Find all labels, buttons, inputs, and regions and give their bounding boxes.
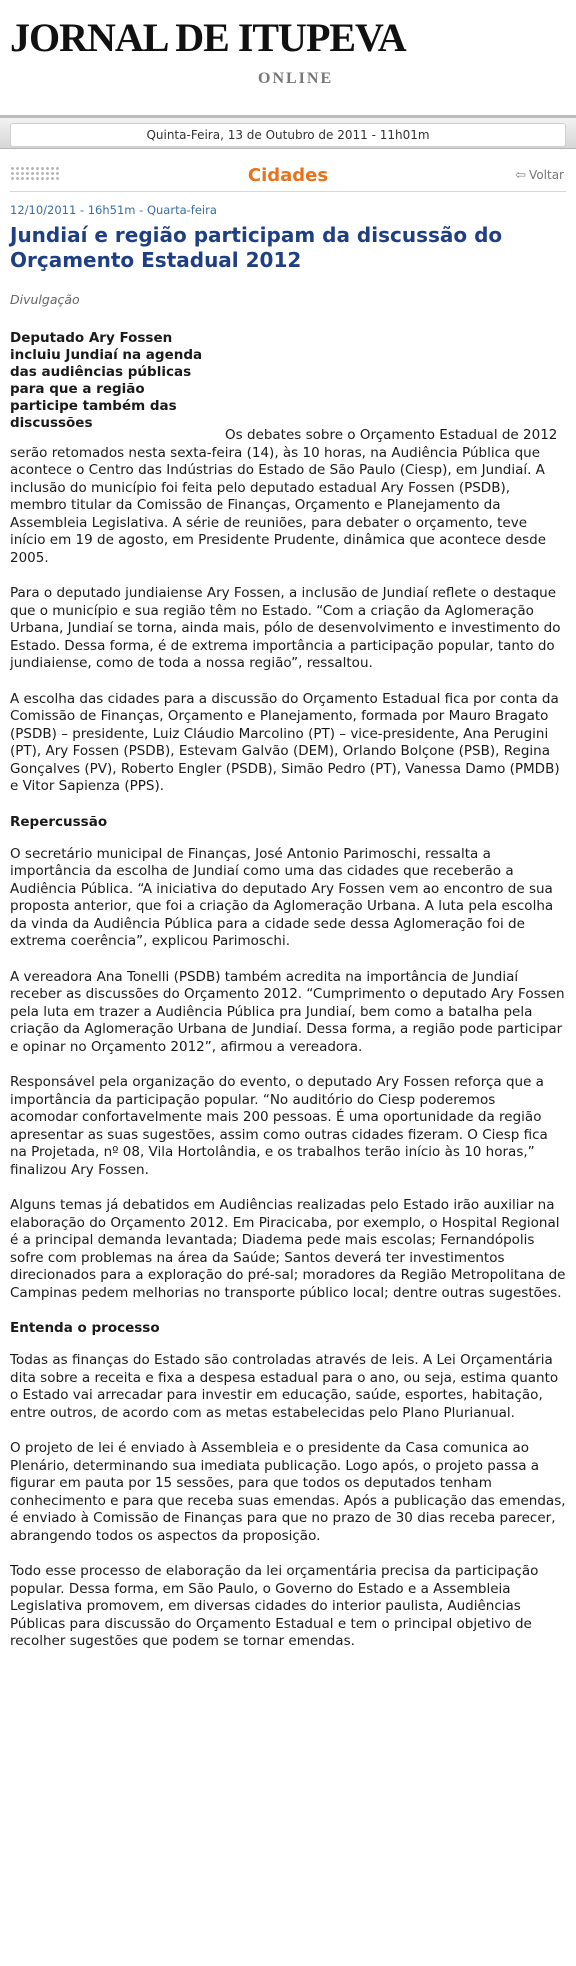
article-paragraph: O secretário municipal de Finanças, José Antonio Parimoschi, ressalta a importância da escolha de Jundiaí como uma das cidades que receberão a Audiência Pública. “A iniciativa do deputado Ary Fossen vem ao encontro de sua proposta anterior, que foi a criação da Aglomeração Urbana. A luta pela escolha da vinda da Audiência Pública para a cidade sede dessa Aglomeração foi de extrema coerência”, explicou Parimoschi. [10, 845, 554, 949]
back-link[interactable] [515, 168, 564, 183]
article-paragraph: A vereadora Ana Tonelli (PSDB) também acredita na importância de Jundiaí receber as discussões do Orçamento 2012. “Cumprimento o deputado Ary Fossen pela luta em trazer a Audiência Pública pra Jundiaí, bem como a batalha pela criação da Aglomeração Urbana de Jundiaí. Dessa forma, a região pode participar e opinar no Orçamento 2012”, afirmou a vereadora. [10, 968, 565, 1055]
article-lead-text: Deputado Ary Fossen incluiu Jundiaí na agenda das audiências públicas para que a região participe também das discussões [10, 330, 203, 431]
photo-credit: Divulgação [10, 292, 80, 307]
article-subhead: Repercussão [10, 813, 108, 830]
article-paragraph: Os debates sobre o Orçamento Estadual de 2012 serão retomados nesta sexta-feira (14), às 10 horas, na Audiência Pública que acontece o Centro das Indústrias do Estado de São Paulo (Ciesp), em Jundiaí. A inclusão do município foi feita pelo deputado estadual Ary Fossen (PSDB), membro titular da Comissão de Finanças, Orçamento e Planejamento da Assembleia Legislativa. A série de reuniões, para debater o orçamento, teve início em 19 de agosto, em Presidente Prudente, dinâmica que acontece desde 2005. [10, 427, 558, 566]
site-logo[interactable]: JORNAL DE ITUPEVA [10, 15, 406, 60]
article-lead [10, 330, 215, 432]
article-meta: 12/10/2011 - 16h51m - Quarta-feira [10, 203, 217, 217]
article-headline: Jundiaí e região participam da discussão do Orçamento Estadual 2012 [10, 223, 503, 272]
article-paragraph: Todo esse processo de elaboração da lei orçamentária precisa da participação popular. Dessa forma, em São Paulo, o Governo do Estado e a Assembleia Legislativa promovem, em diversas cidades do interior paulista, Audiências Públicas para discussão do Orçamento Estadual e tem o principal objetivo de recolher sugestões que podem se tornar emendas. [10, 1563, 539, 1649]
back-link-label: Voltar [529, 168, 564, 182]
article-paragraph: Alguns temas já debatidos em Audiências realizadas pelo Estado irão auxiliar na elaboração do Orçamento 2012. Em Piracicaba, por exemplo, o Hospital Regional é a principal demanda levantada; Diadema pede mais escolas; Fernandópolis sofre com problemas na área da Saúde; Santos deverá ter investimentos direcionados para a exploração do pré-sal; moradores da Região Metropolitana de Campinas pedem melhorias no transporte público local; dentre outras sugestões. [10, 1197, 566, 1301]
masthead [0, 0, 576, 110]
article [10, 203, 566, 1669]
section-title: Cidades [247, 165, 329, 186]
site-edition: ONLINE [258, 70, 334, 87]
article-paragraph: Todas as finanças do Estado são controladas através de leis. A Lei Orçamentária dita sobre a receita e fixa a despesa estadual para o ano, ou seja, estima quanto o Estado vai arrecadar para investir em educação, saúde, esportes, habitação, entre outros, de acordo com as metas estabelecidas pelo Plano Plurianual. [10, 1352, 559, 1421]
article-body [10, 307, 566, 1651]
back-arrow-icon: ⇦ [515, 168, 527, 183]
date-bar [0, 115, 576, 149]
article-paragraph: A escolha das cidades para a discussão do Orçamento Estadual fica por conta da Comissão de Finanças, Orçamento e Planejamento, formada por Mauro Bragato (PSDB) – presidente, Luiz Cláudio Marcolino (PT) – vice-presidente, Ana Perugini (PT), Ary Fossen (PSDB), Estevam Galvão (DEM), Orlando Bolçone (PSB), Regina Gonçalves (PV), Roberto Engler (PSDB), Simão Pedro (PT), Vanessa Damo (PMDB) e Vitor Sapienza (PPS). [10, 690, 560, 794]
section-divider [10, 191, 566, 192]
current-date: Quinta-Feira, 13 de Outubro de 2011 - 11h01m [10, 123, 566, 147]
article-paragraph: Para o deputado jundiaiense Ary Fossen, a inclusão de Jundiaí reflete o destaque que o município e sua região têm no Estado. “Com a criação da Aglomeração Urbana, Jundiaí se torna, ainda mais, pólo de desenvolvimento e investimento do Estado. Dessa forma, é de extrema importância a participação popular, tanto do jundiaiense, como de toda a nossa região”, ressaltou. [10, 585, 561, 671]
section-header [0, 160, 576, 190]
article-subhead: Entenda o processo [10, 1320, 160, 1336]
article-paragraph: Responsável pela organização do evento, o deputado Ary Fossen reforça que a importância da participação popular. “No auditório do Ciesp poderemos acomodar confortavelmente mais 200 pessoas. É uma oportunidade da região apresentar as suas sugestões, assim como outras cidades fizeram. O Ciesp fica na Projetada, nº 08, Vila Hortolândia, e os trabalhos terão início às 10 horas,” finalizou Ary Fossen. [10, 1074, 548, 1178]
article-paragraph: O projeto de lei é enviado à Assembleia e o presidente da Casa comunica ao Plenário, determinando sua imediata publicação. Logo após, o projeto passa a figurar em pauta por 15 sessões, para que todos os deputados tenham conhecimento e para que receba suas emendas. Após a publicação das emendas, é enviado à Comissão de Finanças para que no prazo de 30 dias receba parecer, abrangendo todos os aspectos da proposição. [10, 1440, 566, 1544]
